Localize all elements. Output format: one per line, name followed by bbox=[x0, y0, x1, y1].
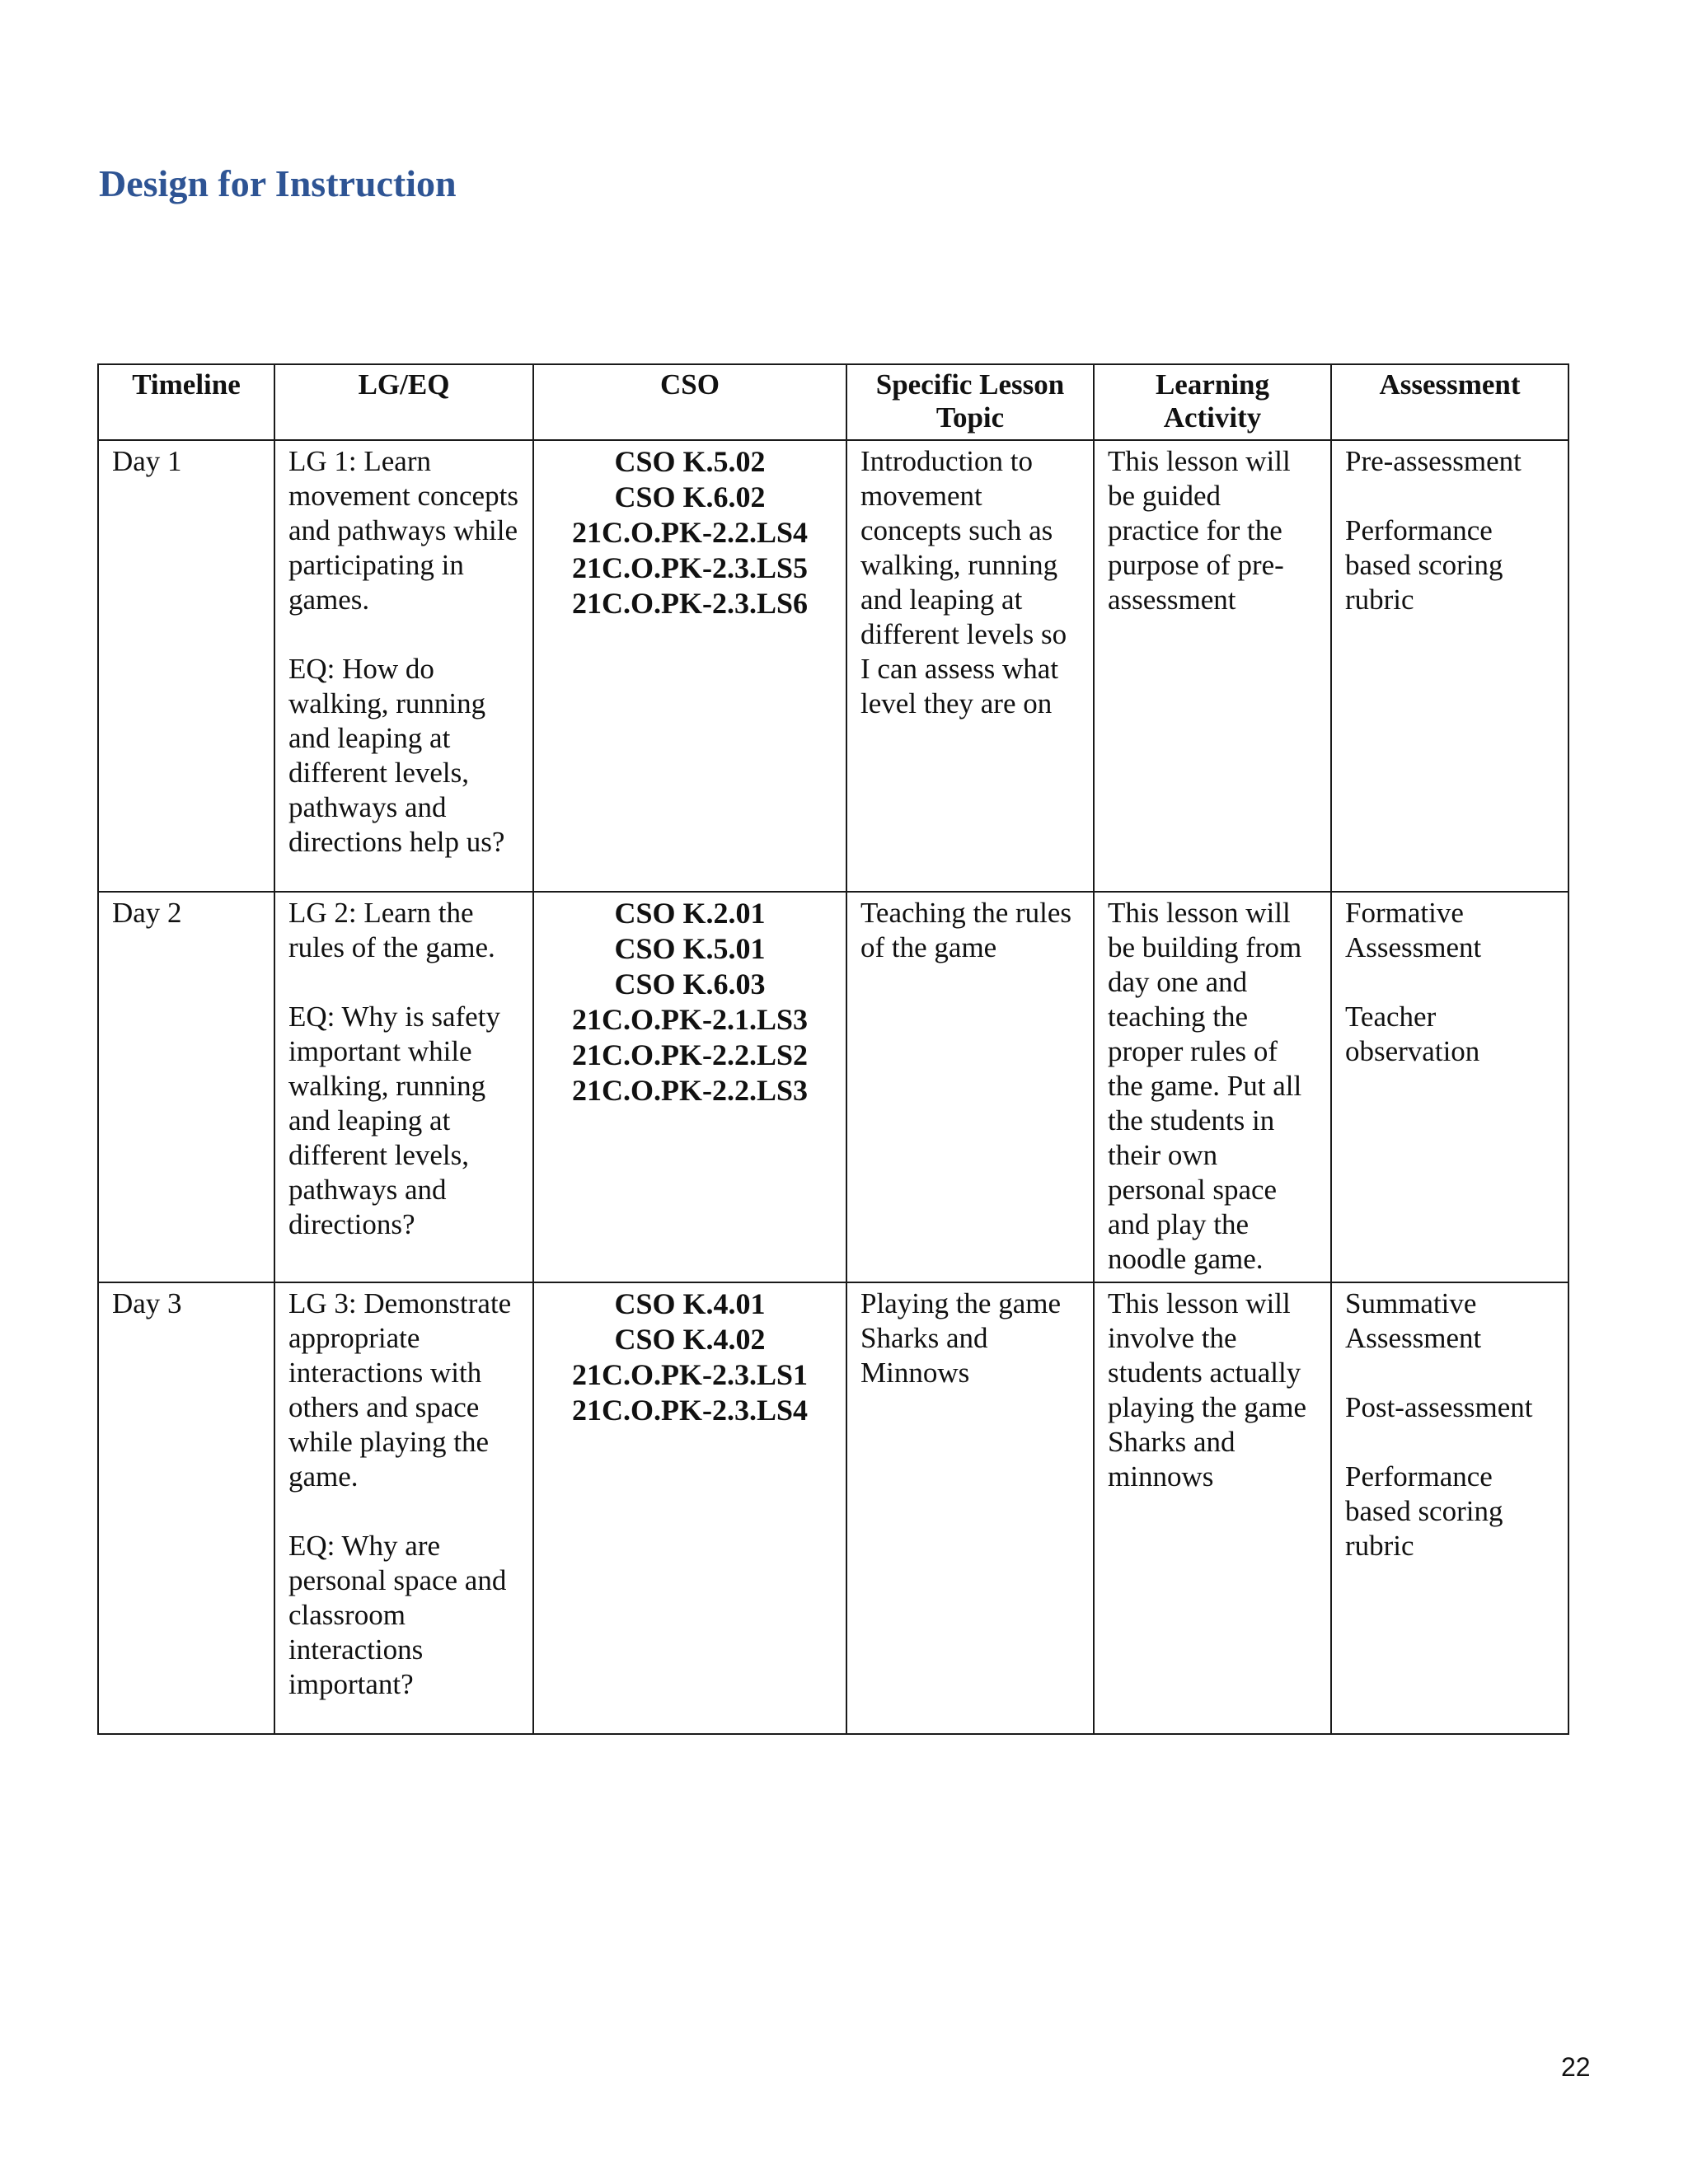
cell-lg-eq bbox=[274, 1282, 533, 1734]
assessment-item: Post-assessment bbox=[1345, 1391, 1533, 1423]
cso-code: CSO K.4.02 bbox=[614, 1323, 766, 1356]
assessment-item: Formative Assessment bbox=[1345, 897, 1482, 963]
cso-code: 21C.O.PK-2.3.LS1 bbox=[571, 1358, 808, 1391]
cso-code: CSO K.5.01 bbox=[614, 932, 766, 965]
cso-code: 21C.O.PK-2.2.LS2 bbox=[571, 1038, 808, 1071]
cso-code: 21C.O.PK-2.3.LS4 bbox=[571, 1394, 808, 1427]
essential-question: EQ: Why are personal space and classroom interactions important? bbox=[288, 1530, 507, 1700]
cell-cso bbox=[533, 1282, 846, 1734]
header-learning-activity: Learning Activity bbox=[1094, 364, 1331, 440]
cell-cso bbox=[533, 440, 846, 892]
assessment-item: Pre-assessment bbox=[1345, 445, 1522, 477]
cell-cso bbox=[533, 892, 846, 1282]
essential-question: EQ: How do walking, running and leaping at different levels, pathways and directions help us? bbox=[288, 653, 505, 858]
cso-code: 21C.O.PK-2.2.LS4 bbox=[571, 516, 808, 549]
cso-code: CSO K.4.01 bbox=[614, 1287, 766, 1320]
essential-question: EQ: Why is safety important while walking, running and leaping at different levels, pathways and directions? bbox=[288, 1001, 500, 1240]
table-row bbox=[98, 892, 1568, 1282]
page-title: Design for Instruction bbox=[99, 162, 457, 204]
cso-code: CSO K.6.03 bbox=[614, 968, 766, 1001]
learning-goal: LG 1: Learn movement concepts and pathways while participating in games. bbox=[288, 445, 518, 616]
cso-code: CSO K.2.01 bbox=[614, 897, 766, 930]
cso-code: 21C.O.PK-2.1.LS3 bbox=[571, 1003, 808, 1036]
cell-learning-activity: This lesson will be building from day one and teaching the proper rules of the game. Put all the students in their own personal space and play the noodle game. bbox=[1094, 892, 1331, 1282]
cell-timeline: Day 3 bbox=[98, 1282, 274, 1734]
header-lg-eq: LG/EQ bbox=[274, 364, 533, 440]
assessment-item: Performance based scoring rubric bbox=[1345, 514, 1503, 616]
cell-lesson-topic: Playing the game Sharks and Minnows bbox=[846, 1282, 1094, 1734]
cso-code: 21C.O.PK-2.3.LS5 bbox=[571, 551, 808, 584]
cell-assessment bbox=[1331, 892, 1568, 1282]
cso-code: 21C.O.PK-2.2.LS3 bbox=[571, 1074, 808, 1107]
learning-goal: LG 2: Learn the rules of the game. bbox=[288, 897, 495, 963]
header-cso: CSO bbox=[533, 364, 846, 440]
table-row bbox=[98, 1282, 1568, 1734]
table-header-row bbox=[98, 364, 1568, 440]
cell-lg-eq bbox=[274, 440, 533, 892]
cell-learning-activity: This lesson will involve the students actually playing the game Sharks and minnows bbox=[1094, 1282, 1331, 1734]
cso-code: 21C.O.PK-2.3.LS6 bbox=[571, 587, 808, 620]
cell-learning-activity: This lesson will be guided practice for the purpose of pre-assessment bbox=[1094, 440, 1331, 892]
cso-code: CSO K.5.02 bbox=[614, 445, 766, 478]
learning-goal: LG 3: Demonstrate appropriate interactions with others and space while playing the game. bbox=[288, 1287, 512, 1493]
header-timeline: Timeline bbox=[98, 364, 274, 440]
assessment-item: Summative Assessment bbox=[1345, 1287, 1482, 1354]
cell-lg-eq bbox=[274, 892, 533, 1282]
cell-assessment bbox=[1331, 1282, 1568, 1734]
instruction-table bbox=[97, 363, 1569, 1735]
cso-code: CSO K.6.02 bbox=[614, 480, 766, 513]
header-assessment: Assessment bbox=[1331, 364, 1568, 440]
assessment-item: Teacher observation bbox=[1345, 1001, 1480, 1067]
cell-lesson-topic: Teaching the rules of the game bbox=[846, 892, 1094, 1282]
cell-timeline: Day 2 bbox=[98, 892, 274, 1282]
cell-assessment bbox=[1331, 440, 1568, 892]
cell-timeline: Day 1 bbox=[98, 440, 274, 892]
assessment-item: Performance based scoring rubric bbox=[1345, 1460, 1503, 1562]
table-row bbox=[98, 440, 1568, 892]
page-number: 22 bbox=[1561, 2052, 1591, 2082]
header-lesson-topic: Specific Lesson Topic bbox=[846, 364, 1094, 440]
cell-lesson-topic: Introduction to movement concepts such as walking, running and leaping at different levels so I can assess what level they are on bbox=[846, 440, 1094, 892]
